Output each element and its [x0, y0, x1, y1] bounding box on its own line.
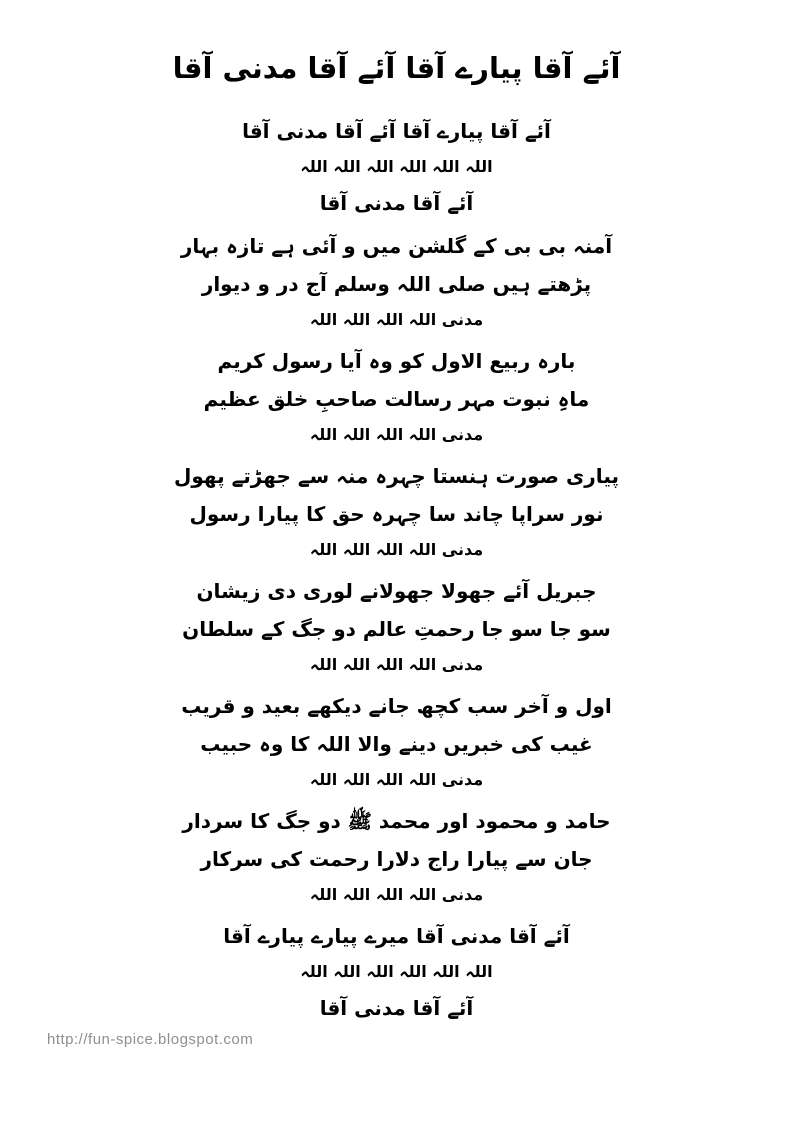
poem-line: آمنہ بی بی کے گلشن میں و آئی ہے تازہ بہار	[180, 234, 613, 258]
stanza-3	[0, 342, 793, 452]
poem-line: آئے آقا مدنی آقا	[319, 191, 474, 215]
poem-line: سو جا سو جا رحمتِ عالم دو جگ کے سلطان	[182, 617, 611, 641]
refrain-line: مدنی اللہ اللہ اللہ اللہ	[309, 310, 484, 329]
poem-line: جبریل آئے جھولا جھولانے لوری دی زیشان	[196, 579, 597, 603]
stanza-2	[0, 227, 793, 337]
refrain-line: اللہ اللہ اللہ اللہ اللہ اللہ	[300, 157, 493, 176]
refrain-line: مدنی اللہ اللہ اللہ اللہ	[309, 540, 484, 559]
poem-body	[0, 112, 793, 1027]
poem-line: غیب کی خبریں دینے والا اللہ کا وہ حبیب	[200, 732, 593, 756]
refrain-line: مدنی اللہ اللہ اللہ اللہ	[309, 885, 484, 904]
poem-line: بارہ ربیع الاول کو وہ آیا رسول کریم	[217, 349, 576, 373]
poem-line: پیاری صورت ہنستا چہرہ منہ سے جھڑتے پھول	[174, 464, 619, 488]
footer-url: http://fun-spice.blogspot.com	[47, 1031, 254, 1048]
stanza-1	[0, 112, 793, 222]
stanza-7	[0, 802, 793, 912]
poem-title: آئے آقا پیارے آقا آئے آقا مدنی آقا	[172, 51, 621, 85]
poem-line: آئے آقا مدنی آقا	[319, 996, 474, 1020]
stanza-6	[0, 687, 793, 797]
poem-line: نور سراپا چاند سا چہرہ حق کا پیارا رسول	[189, 502, 604, 526]
stanza-4	[0, 457, 793, 567]
poem-line: اول و آخر سب کچھ جانے دیکھے بعید و قریب	[181, 694, 612, 718]
refrain-line: مدنی اللہ اللہ اللہ اللہ	[309, 425, 484, 444]
poem-line: جان سے پیارا راج دلارا رحمت کی سرکار	[200, 847, 593, 871]
poem-line: آئے آقا مدنی آقا میرے پیارے پیارے آقا	[223, 924, 570, 948]
refrain-line: مدنی اللہ اللہ اللہ اللہ	[309, 655, 484, 674]
refrain-line: اللہ اللہ اللہ اللہ اللہ اللہ	[300, 962, 493, 981]
poem-line: پڑھتے ہیں صلی اللہ وسلم آج در و دیوار	[201, 272, 592, 296]
poem-line: ماہِ نبوت مہر رسالت صاحبِ خلق عظیم	[203, 387, 590, 411]
stanza-8	[0, 917, 793, 1027]
poem-line: حامد و محمود اور محمد ﷺ دو جگ کا سردار	[182, 809, 611, 833]
stanza-5	[0, 572, 793, 682]
refrain-line: مدنی اللہ اللہ اللہ اللہ	[309, 770, 484, 789]
poem-line: آئے آقا پیارے آقا آئے آقا مدنی آقا	[242, 119, 551, 143]
